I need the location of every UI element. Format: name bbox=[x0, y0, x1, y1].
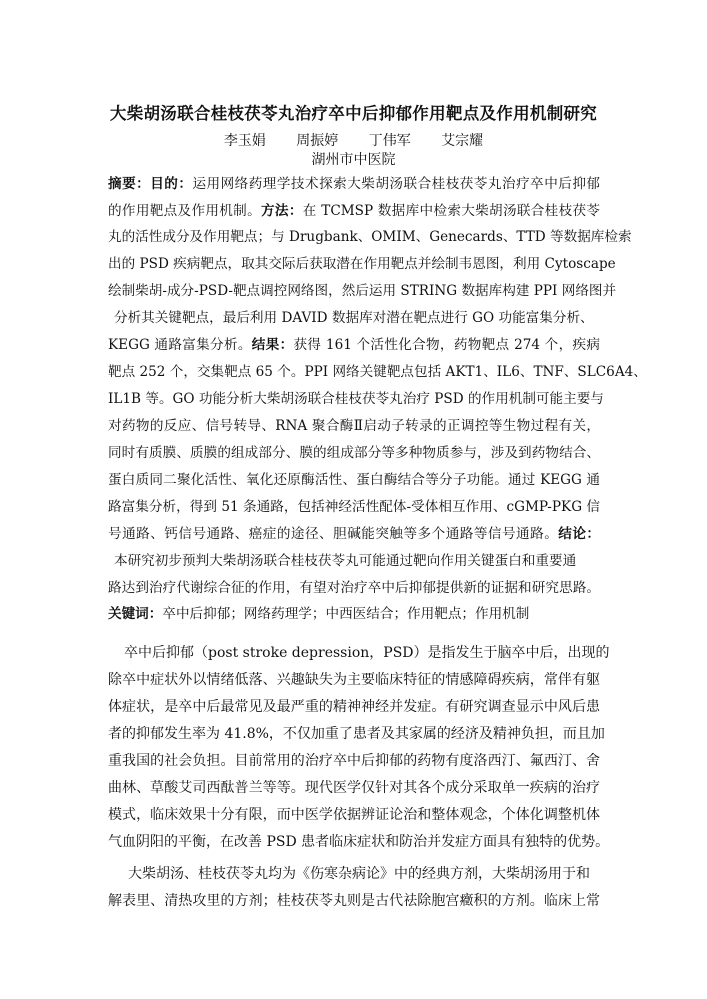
methods-heading: 方法： bbox=[261, 203, 303, 219]
abstract-line: 路富集分析，得到 51 条通路，包括神经活性配体-受体相互作用、cGMP-PKG 信 bbox=[108, 499, 600, 515]
abstract-text: KEGG 通路富集分析。 bbox=[108, 337, 252, 353]
abstract-text: 在 TCMSP 数据库中检索大柴胡汤联合桂枝茯苓 bbox=[302, 203, 601, 219]
body-line: 除卒中症状外以情绪低落、兴趣缺失为主要临床特征的情感障碍疾病，常伴有躯 bbox=[108, 672, 600, 688]
abstract-heading: 摘要：目的： bbox=[108, 176, 193, 192]
abstract-line: 路达到治疗代谢综合征的作用，有望对治疗卒中后抑郁提供新的证据和研究思路。 bbox=[108, 580, 600, 596]
body-line: 曲林、草酸艾司西酞普兰等等。现代医学仅针对其各个成分采取单一疾病的治疗 bbox=[108, 780, 600, 796]
abstract-line bbox=[108, 174, 600, 194]
keywords-text: 卒中后抑郁；网络药理学；中西医结合；作用靶点；作用机制 bbox=[162, 606, 530, 622]
abstract-text: 运用网络药理学技术探索大柴胡汤联合桂枝茯苓丸治疗卒中后抑郁 bbox=[192, 176, 601, 192]
author-name: 周振婷 bbox=[296, 133, 339, 149]
abstract-line: 靶点 252 个，交集靶点 65 个。PPI 网络关键靶点包括 AKT1、IL6、TNF、SLC6A4、 bbox=[108, 364, 647, 380]
body-line: 者的抑郁发生率为 41.8%，不仅加重了患者及其家属的经济及精神负担，而且加 bbox=[108, 726, 605, 742]
body-line: 卒中后抑郁（post stroke depression，PSD）是指发生于脑卒中后，出现的 bbox=[124, 645, 610, 661]
abstract-line: 丸的活性成分及作用靶点；与 Drugbank、OMIM、Genecards、TTD 等数据库检索 bbox=[108, 229, 632, 245]
abstract-line bbox=[108, 524, 600, 544]
abstract-line: 出的 PSD 疾病靶点，取其交际后获取潜在作用靶点并绘制韦恩图，利用 Cytoscape bbox=[108, 256, 616, 272]
abstract-line: 分析其关键靶点，最后利用 DAVID 数据库对潜在靶点进行 GO 功能富集分析、 bbox=[114, 310, 594, 326]
body-line: 重我国的社会负担。目前常用的治疗卒中后抑郁的药物有度洛西汀、氟西汀、舍 bbox=[108, 753, 600, 769]
author-name: 李玉娟 bbox=[223, 133, 266, 149]
paper-title: 大柴胡汤联合桂枝茯苓丸治疗卒中后抑郁作用靶点及作用机制研究 bbox=[109, 104, 598, 123]
body-line: 体症状，是卒中后最常见及最严重的精神神经并发症。有研究调查显示中风后患 bbox=[108, 699, 600, 715]
conclusion-heading: 结论： bbox=[558, 526, 601, 542]
abstract-line: 对药物的反应、信号转导、RNA 聚合酶Ⅱ启动子转录的正调控等生物过程有关， bbox=[108, 418, 600, 434]
author-name: 艾宗耀 bbox=[441, 133, 484, 149]
abstract-line: 本研究初步预判大柴胡汤联合桂枝茯苓丸可能通过靶向作用关键蛋白和重要通 bbox=[114, 553, 577, 569]
keywords-label: 关键词： bbox=[108, 606, 163, 622]
author-name: 丁伟军 bbox=[368, 133, 411, 149]
abstract-line: 同时有质膜、质膜的组成部分、膜的组成部分等多种物质参与，涉及到药物结合、 bbox=[108, 445, 600, 461]
abstract-text: 获得 161 个活性化合物，药物靶点 274 个，疾病 bbox=[293, 337, 600, 353]
keywords bbox=[108, 604, 600, 624]
abstract-line: IL1B 等。GO 功能分析大柴胡汤联合桂枝茯苓丸治疗 PSD 的作用机制可能主要与 bbox=[108, 391, 604, 407]
author-list bbox=[0, 130, 707, 150]
affiliation: 湖州市中医院 bbox=[311, 152, 396, 168]
body-line: 大柴胡汤、桂枝茯苓丸均为《伤寒杂病论》中的经典方剂，大柴胡汤用于和 bbox=[128, 866, 590, 882]
abstract-line bbox=[108, 335, 600, 355]
body-line: 模式，临床效果十分有限，而中医学依据辨证论治和整体观念，个体化调整机体 bbox=[108, 807, 600, 823]
results-heading: 结果： bbox=[251, 337, 294, 353]
abstract-text: 号通路、钙信号通路、癌症的途径、胆碱能突触等多个通路等信号通路。 bbox=[108, 526, 559, 542]
body-line: 解表里、清热攻里的方剂；桂枝茯苓丸则是古代祛除胞宫癥积的方剂。临床上常 bbox=[108, 893, 600, 909]
abstract-line bbox=[108, 201, 600, 221]
body-line: 气血阴阳的平衡，在改善 PSD 患者临床症状和防治并发症方面具有独特的优势。 bbox=[108, 834, 610, 850]
abstract-line: 蛋白质同二聚化活性、氧化还原酶活性、蛋白酶结合等分子功能。通过 KEGG 通 bbox=[108, 472, 600, 488]
abstract-text: 的作用靶点及作用机制。 bbox=[108, 203, 262, 219]
abstract-line: 绘制柴胡-成分-PSD-靶点调控网络图，然后运用 STRING 数据库构建 PPI 网络图并 bbox=[108, 283, 617, 299]
